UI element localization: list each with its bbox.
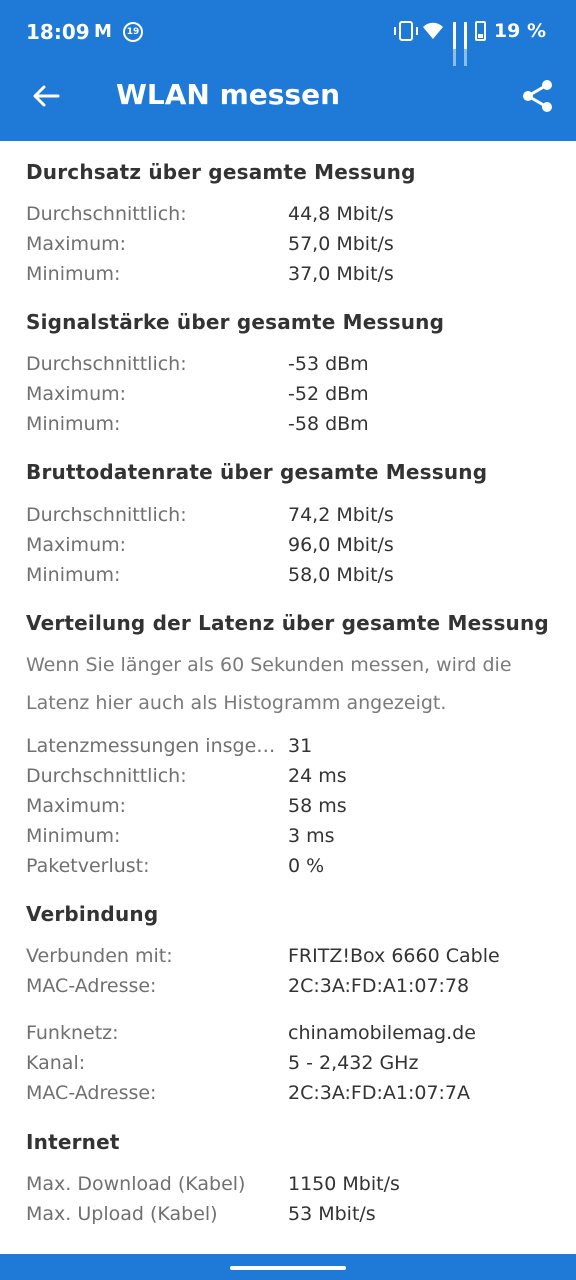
latency-count-row: [26, 731, 556, 761]
connection-heading: Verbindung: [26, 902, 159, 926]
channel-row: [26, 1048, 556, 1078]
gross-avg-row: [26, 500, 556, 530]
row-value: 2C:3A:FD:A1:07:7A: [288, 1082, 471, 1104]
signal-min-row: [26, 409, 556, 439]
row-value: 58,0 Mbit/s: [288, 564, 394, 586]
throughput-avg-row: [26, 199, 556, 229]
network-mac-row: [26, 1078, 556, 1108]
latency-min-row: [26, 821, 556, 851]
status-bar: [0, 0, 576, 64]
gmail-icon: M: [94, 21, 112, 42]
row-value: 3 ms: [288, 825, 335, 847]
latency-heading: Verteilung der Latenz über gesamte Messung: [26, 611, 549, 635]
row-label: MAC-Adresse:: [26, 975, 157, 997]
gross-rate-list: [26, 500, 556, 590]
row-label: Minimum:: [26, 413, 121, 435]
row-value: 74,2 Mbit/s: [288, 504, 394, 526]
vibrate-icon: [399, 21, 413, 41]
status-time: 18:09: [26, 20, 90, 44]
row-value: -53 dBm: [288, 353, 369, 375]
signal-max-row: [26, 379, 556, 409]
connection-network-list: [26, 1018, 556, 1108]
battery-icon: [475, 21, 486, 41]
gross-rate-heading: Bruttodatenrate über gesamte Messung: [26, 460, 488, 484]
router-mac-row: [26, 971, 556, 1001]
latency-note: Wenn Sie länger als 60 Sekunden messen, wird die Latenz hier auch als Histogramm angezeigt.: [26, 654, 512, 714]
row-value: 2C:3A:FD:A1:07:78: [288, 975, 470, 997]
row-value: 53 Mbit/s: [288, 1203, 376, 1225]
row-label: Paketverlust:: [26, 855, 150, 877]
max-download-row: [26, 1169, 556, 1199]
row-value: 57,0 Mbit/s: [288, 233, 394, 255]
row-label: Minimum:: [26, 564, 121, 586]
row-label: Durchschnittlich:: [26, 353, 187, 375]
connected-to-row: [26, 941, 556, 971]
latency-list: [26, 731, 556, 881]
row-label: Latenzmessungen insge…: [26, 735, 276, 757]
back-arrow-icon[interactable]: [30, 80, 62, 112]
signal-2-icon: [464, 22, 467, 40]
row-value: 31: [288, 735, 313, 757]
row-label: Kanal:: [26, 1052, 86, 1074]
signal-heading: Signalstärke über gesamte Messung: [26, 310, 445, 334]
page-title: WLAN messen: [116, 78, 340, 111]
row-label: Maximum:: [26, 534, 127, 556]
internet-list: [26, 1169, 556, 1229]
row-label: MAC-Adresse:: [26, 1082, 157, 1104]
notification-badge: 19: [123, 22, 143, 42]
row-label: Durchschnittlich:: [26, 504, 187, 526]
row-label: Minimum:: [26, 263, 121, 285]
max-upload-row: [26, 1199, 556, 1229]
row-value: 44,8 Mbit/s: [288, 203, 394, 225]
signal-list: [26, 349, 556, 439]
wifi-icon: [421, 21, 445, 41]
throughput-min-row: [26, 259, 556, 289]
throughput-heading: Durchsatz über gesamte Messung: [26, 160, 416, 184]
row-value: 1150 Mbit/s: [288, 1173, 400, 1195]
row-value: 58 ms: [288, 795, 347, 817]
row-label: Minimum:: [26, 825, 121, 847]
gross-min-row: [26, 560, 556, 590]
share-icon[interactable]: [520, 78, 556, 114]
latency-avg-row: [26, 761, 556, 791]
row-label: Verbunden mit:: [26, 945, 173, 967]
network-name-row: [26, 1018, 556, 1048]
status-icons: [399, 20, 546, 42]
latency-max-row: [26, 791, 556, 821]
row-value: 37,0 Mbit/s: [288, 263, 394, 285]
row-value: 5 - 2,432 GHz: [288, 1052, 419, 1074]
signal-avg-row: [26, 349, 556, 379]
row-label: Durchschnittlich:: [26, 765, 187, 787]
navigation-bar: [0, 1254, 576, 1280]
row-label: Maximum:: [26, 233, 127, 255]
app-bar: [0, 0, 576, 141]
signal-1-icon: [453, 22, 456, 40]
row-label: Maximum:: [26, 795, 127, 817]
throughput-max-row: [26, 229, 556, 259]
row-label: Max. Download (Kabel): [26, 1173, 246, 1195]
row-value: FRITZ!Box 6660 Cable: [288, 945, 500, 967]
throughput-list: [26, 199, 556, 289]
battery-percent: 19 %: [493, 20, 546, 42]
internet-heading: Internet: [26, 1130, 120, 1154]
gesture-handle[interactable]: [230, 1266, 346, 1270]
gross-max-row: [26, 530, 556, 560]
row-value: 0 %: [288, 855, 325, 877]
row-value: 24 ms: [288, 765, 347, 787]
row-label: Maximum:: [26, 383, 127, 405]
row-value: -52 dBm: [288, 383, 369, 405]
packet-loss-row: [26, 851, 556, 881]
row-value: -58 dBm: [288, 413, 369, 435]
row-label: Max. Upload (Kabel): [26, 1203, 218, 1225]
connection-router-list: [26, 941, 556, 1001]
row-label: Funknetz:: [26, 1022, 119, 1044]
row-value: chinamobilemag.de: [288, 1022, 476, 1044]
row-value: 96,0 Mbit/s: [288, 534, 394, 556]
row-label: Durchschnittlich:: [26, 203, 187, 225]
